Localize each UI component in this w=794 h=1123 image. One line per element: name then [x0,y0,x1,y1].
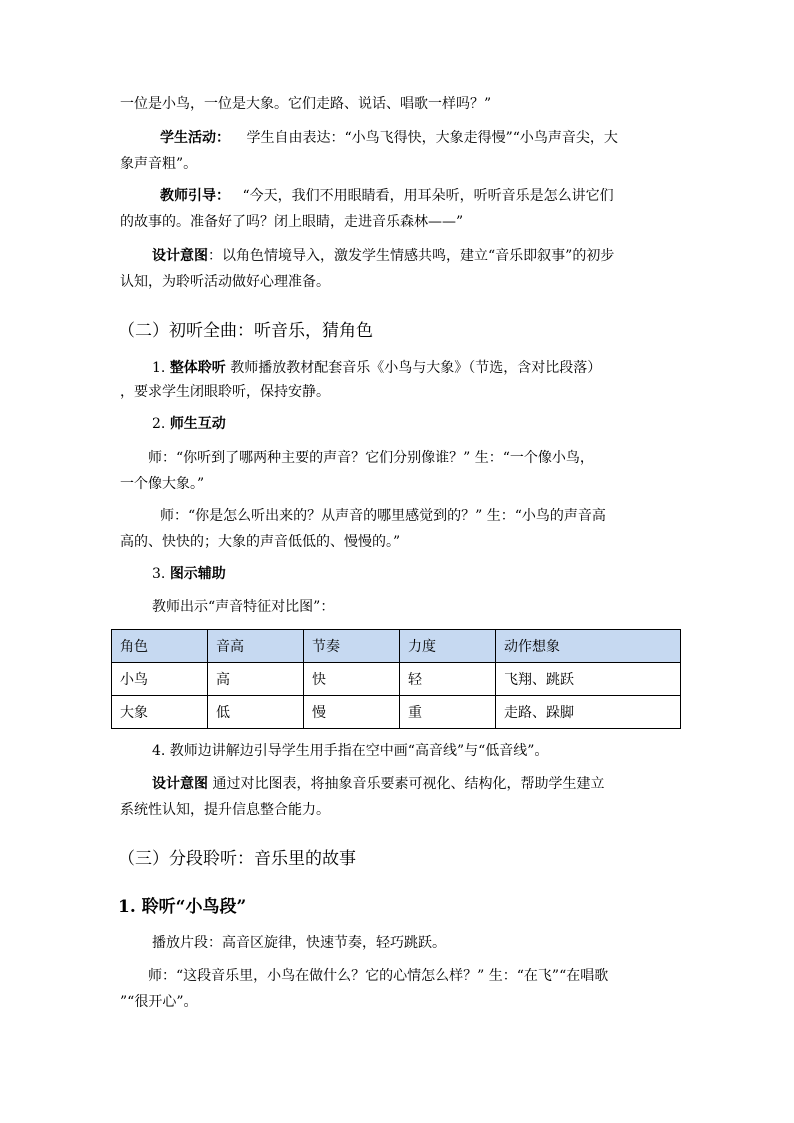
table-cell: 走路、跺脚 [496,696,681,729]
sound-comparison-table [111,629,681,729]
paragraph-student-activity [160,128,618,148]
item-3-text: 教师出示“声音特征对比图”： [152,599,335,615]
dialog-3: 师：“这段音乐里，小鸟在做什么？它的心情怎么样？” 生：“在飞”“在唱歌 [148,968,609,984]
item-1-label: 整体聆听 [169,360,226,376]
table-header-cell: 力度 [400,630,496,663]
section-3-heading: （三）分段聆听：音乐里的故事 [118,849,356,869]
design-intent-continuation: 认知，为聆听活动做好心理准备。 [120,274,330,290]
table-row [112,663,681,696]
dialog-2-continuation: 高的、快快的；大象的声音低低的、慢慢的。” [120,534,401,550]
dialog-1: 师：“你听到了哪两种主要的声音？它们分别像谁？” 生：“一个像小鸟， [148,450,594,466]
teacher-guide-text: “今天，我们不用眼睛看，用耳朵听，听听音乐是怎么讲它们 [242,188,614,204]
table-cell: 轻 [400,663,496,696]
design-intent-label: 设计意图 [152,248,208,264]
table-header-cell: 节奏 [304,630,400,663]
table-cell: 低 [208,696,304,729]
student-activity-text: 学生自由表达：“小鸟飞得快，大象走得慢”“小鸟声音尖，大 [246,130,618,146]
table-header-cell: 动作想象 [496,630,681,663]
design-intent-2-label: 设计意图 [152,776,208,792]
item-3-label: 图示辅助 [169,566,226,582]
item-3-diagram [152,564,226,584]
item-1-whole-listening [152,358,601,378]
teacher-guide-label: 教师引导： [160,188,230,204]
design-intent-2-continuation: 系统性认知，提升信息整合能力。 [120,802,330,818]
table-cell: 小鸟 [112,663,208,696]
item-2-interaction [152,414,226,434]
item-1-number: 1. [152,360,166,376]
paragraph-teacher-guide [160,186,614,206]
dialog-3-continuation: ”“很开心”。 [120,994,198,1010]
table-cell: 大象 [112,696,208,729]
item-1-continuation: ，要求学生闭眼聆听，保持安静。 [120,384,330,400]
table-row [112,696,681,729]
table-header-row [112,630,681,663]
paragraph-design-intent-1 [152,246,614,266]
table-cell: 飞翔、跳跃 [496,663,681,696]
section-2-heading: （二）初听全曲：听音乐，猜角色 [118,321,373,341]
paragraph-design-intent-2 [152,774,604,794]
paragraph-intro-end: 一位是小鸟，一位是大象。它们走路、说话、唱歌一样吗？” [120,96,492,112]
table-cell: 慢 [304,696,400,729]
dialog-1-continuation: 一个像大象。” [120,476,205,492]
table-cell: 快 [304,663,400,696]
item-2-number: 2. [152,416,166,432]
design-intent-2-text: 通过对比图表，将抽象音乐要素可视化、结构化，帮助学生建立 [208,776,605,792]
table-header-cell: 音高 [208,630,304,663]
item-2-label: 师生互动 [169,416,226,432]
item-3-number: 3. [152,566,166,582]
table-cell: 高 [208,663,304,696]
table-cell: 重 [400,696,496,729]
teacher-guide-continuation: 的故事的。准备好了吗？闭上眼睛，走进音乐森林——” [120,214,464,230]
play-segment: 播放片段：高音区旋律，快速节奏，轻巧跳跃。 [152,935,446,951]
item-4: 4. 教师边讲解边引导学生用手指在空中画“高音线”与“低音线”。 [152,743,549,759]
design-intent-text: ：以角色情境导入，激发学生情感共鸣，建立“音乐即叙事”的初步 [208,248,615,264]
student-activity-continuation: 象声音粗”。 [120,156,198,172]
table-header-cell: 角色 [112,630,208,663]
dialog-2: 师：“你是怎么听出来的？从声音的哪里感觉到的？” 生：“小鸟的声音高 [160,508,606,524]
item-1-text: 教师播放教材配套音乐《小鸟与大象》（节选，含对比段落） [225,360,602,376]
subsection-bird-heading: 1. 聆听“小鸟段” [118,897,247,917]
student-activity-label: 学生活动： [160,130,230,146]
